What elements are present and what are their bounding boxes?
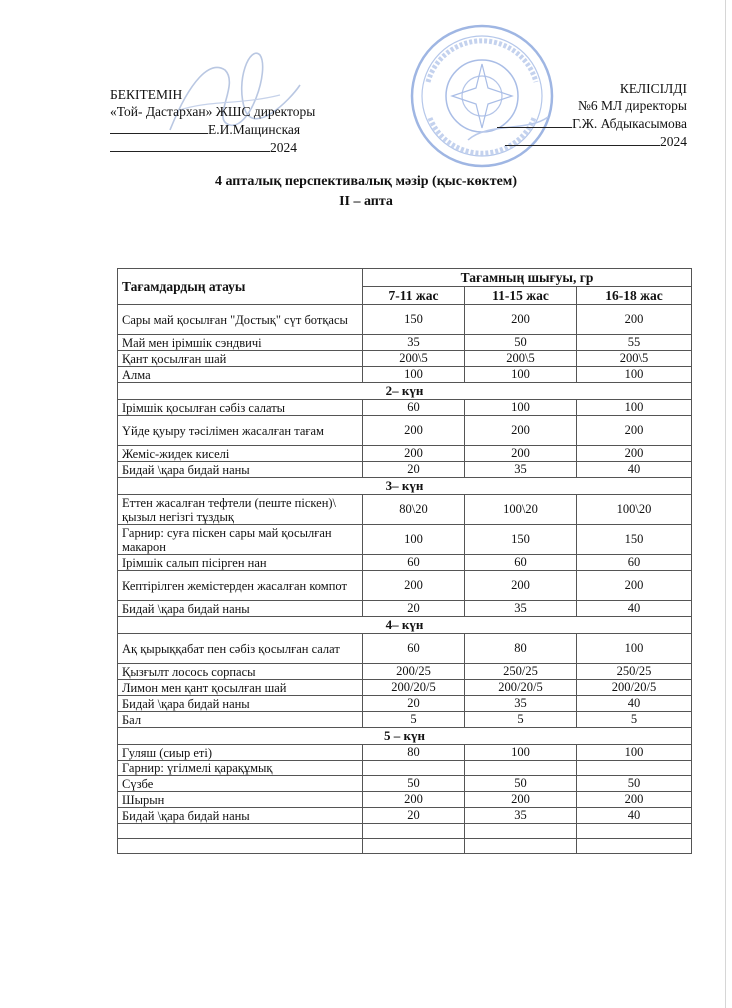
agree-year: 2024: [660, 134, 687, 149]
portion-value: 200: [465, 792, 577, 808]
week-label: II – апта: [339, 194, 393, 209]
dish-name: Гуляш (сиыр еті): [118, 745, 363, 761]
portion-value: 50: [465, 776, 577, 792]
portion-value: 55: [577, 335, 692, 351]
agree-date-line: [497, 132, 687, 150]
table-row: [118, 824, 692, 839]
portion-value: 5: [363, 712, 465, 728]
approve-name: Е.И.Мащинская: [208, 122, 301, 137]
dish-name: Сүзбе: [118, 776, 363, 792]
portion-value: 150: [465, 525, 577, 555]
portion-value: 50: [363, 776, 465, 792]
table-row: [118, 680, 692, 696]
portion-value: 80: [465, 634, 577, 664]
dish-name: Гарнир: үгілмелі қарақұмық: [118, 761, 363, 776]
dish-name: Қызғылт лосось сорпасы: [118, 664, 363, 680]
portion-value: 40: [577, 696, 692, 712]
portion-value: 35: [465, 462, 577, 478]
portion-value: 200: [465, 416, 577, 446]
dish-name: Ақ қырыққабат пен сәбіз қосылған салат: [118, 634, 363, 664]
portion-value: 60: [363, 634, 465, 664]
portion-value: 200\5: [465, 351, 577, 367]
table-row: [118, 745, 692, 761]
table-row: [118, 664, 692, 680]
approve-signature-line: [110, 120, 315, 138]
table-row: [118, 351, 692, 367]
portion-value: 20: [363, 808, 465, 824]
menu-title: 4 апталық перспективалық мәзір (қыс-көктем): [214, 174, 518, 189]
portion-value: 20: [363, 696, 465, 712]
dish-name: Бидай \қара бидай наны: [118, 601, 363, 617]
portion-value: [465, 761, 577, 776]
dish-name: Бал: [118, 712, 363, 728]
portion-value: 80\20: [363, 495, 465, 525]
day-label: 5 – күн: [118, 728, 692, 745]
portion-value: 200: [465, 571, 577, 601]
menu-body: [118, 305, 692, 854]
table-row: [118, 495, 692, 525]
table-row: [118, 462, 692, 478]
portion-value: [363, 761, 465, 776]
portion-value: 100: [363, 525, 465, 555]
table-row: [118, 335, 692, 351]
dish-name: [118, 839, 363, 854]
agree-heading: КЕЛІСІЛДІ: [619, 81, 687, 96]
table-row: [118, 712, 692, 728]
dish-name: Ірімшік салып пісірген нан: [118, 555, 363, 571]
table-row: [118, 634, 692, 664]
portion-value: [363, 824, 465, 839]
portion-value: [465, 824, 577, 839]
portion-value: 40: [577, 601, 692, 617]
dish-name: Ірімшік қосылған сәбіз салаты: [118, 400, 363, 416]
table-row: [118, 808, 692, 824]
agree-signature-line: [497, 114, 687, 132]
page-edge: [725, 0, 726, 1008]
portion-value: 100\20: [465, 495, 577, 525]
table-row: [118, 601, 692, 617]
day-header-row: [118, 728, 692, 745]
dish-name: Бидай \қара бидай наны: [118, 808, 363, 824]
portion-value: [577, 839, 692, 854]
dish-name: Бидай \қара бидай наны: [118, 696, 363, 712]
dish-name: Қант қосылған шай: [118, 351, 363, 367]
portion-value: 35: [465, 601, 577, 617]
dish-name: Жеміс-жидек киселі: [118, 446, 363, 462]
portion-value: 100: [465, 400, 577, 416]
approve-year: 2024: [270, 140, 297, 155]
day-header-row: [118, 478, 692, 495]
portion-value: 100: [363, 367, 465, 383]
agree-name: Г.Ж. Абдыкасымова: [572, 116, 687, 131]
portion-value: 200/20/5: [363, 680, 465, 696]
portion-value: 60: [577, 555, 692, 571]
portion-value: [577, 824, 692, 839]
portion-value: 200/20/5: [577, 680, 692, 696]
portion-value: 100: [577, 745, 692, 761]
menu-table: [117, 268, 692, 854]
dish-name: Кептірілген жемістерден жасалған компот: [118, 571, 363, 601]
portion-value: 35: [363, 335, 465, 351]
table-row: [118, 400, 692, 416]
portion-value: 60: [363, 555, 465, 571]
dish-name: Алма: [118, 367, 363, 383]
portion-value: 35: [465, 696, 577, 712]
portion-value: 200/25: [363, 664, 465, 680]
portion-value: 200\5: [363, 351, 465, 367]
portion-value: 100: [577, 634, 692, 664]
portion-value: [577, 761, 692, 776]
day-label: 4– күн: [118, 617, 692, 634]
portion-value: 35: [465, 808, 577, 824]
portion-value: 200: [577, 446, 692, 462]
header-yield: Тағамның шығуы, гр: [363, 269, 692, 287]
portion-value: 200: [577, 792, 692, 808]
portion-value: 200: [363, 416, 465, 446]
dish-name: Шырын: [118, 792, 363, 808]
portion-value: 200: [577, 305, 692, 335]
dish-name: Лимон мен қант қосылған шай: [118, 680, 363, 696]
dish-name: Бидай \қара бидай наны: [118, 462, 363, 478]
header-dish-name: Тағамдардың атауы: [118, 269, 363, 305]
portion-value: 250/25: [465, 664, 577, 680]
approve-date-line: [110, 138, 315, 156]
table-row: [118, 792, 692, 808]
approval-block: [110, 86, 315, 156]
portion-value: 80: [363, 745, 465, 761]
portion-value: 150: [363, 305, 465, 335]
day-label: 3– күн: [118, 478, 692, 495]
dish-name: Еттен жасалған тефтели (пеште піскен)\ қызыл негізгі тұздық: [118, 495, 363, 525]
portion-value: 100: [577, 400, 692, 416]
dish-name: Гарнир: суға піскен сары май қосылған макарон: [118, 525, 363, 555]
portion-value: 250/25: [577, 664, 692, 680]
portion-value: 150: [577, 525, 692, 555]
portion-value: 200: [577, 416, 692, 446]
dish-name: Үйде қуыру тәсілімен жасалған тағам: [118, 416, 363, 446]
approve-heading: БЕКІТЕМІН: [110, 87, 183, 102]
portion-value: 100: [577, 367, 692, 383]
portion-value: 200\5: [577, 351, 692, 367]
day-header-row: [118, 383, 692, 400]
portion-value: 100: [465, 367, 577, 383]
agreement-block: [497, 80, 687, 150]
portion-value: 40: [577, 808, 692, 824]
portion-value: 200: [363, 446, 465, 462]
portion-value: 200: [465, 305, 577, 335]
table-row: [118, 525, 692, 555]
table-row: [118, 696, 692, 712]
portion-value: 20: [363, 601, 465, 617]
portion-value: 200: [363, 792, 465, 808]
table-row: [118, 571, 692, 601]
portion-value: [363, 839, 465, 854]
portion-value: 100\20: [577, 495, 692, 525]
dish-name: [118, 824, 363, 839]
table-row: [118, 761, 692, 776]
header-age-group: 11-15 жас: [465, 287, 577, 305]
portion-value: 40: [577, 462, 692, 478]
portion-value: [465, 839, 577, 854]
portion-value: 5: [465, 712, 577, 728]
approve-org: «Той- Дастархан» ЖШС директоры: [110, 104, 316, 119]
portion-value: 50: [577, 776, 692, 792]
header-age-group: 7-11 жас: [363, 287, 465, 305]
table-row: [118, 776, 692, 792]
table-row: [118, 367, 692, 383]
portion-value: 200: [363, 571, 465, 601]
dish-name: Сары май қосылған "Достық" сүт ботқасы: [118, 305, 363, 335]
table-row: [118, 416, 692, 446]
portion-value: 200: [465, 446, 577, 462]
table-row: [118, 839, 692, 854]
portion-value: 50: [465, 335, 577, 351]
portion-value: 5: [577, 712, 692, 728]
portion-value: 20: [363, 462, 465, 478]
portion-value: 200: [577, 571, 692, 601]
dish-name: Май мен ірімшік сэндвичі: [118, 335, 363, 351]
day-label: 2– күн: [118, 383, 692, 400]
agree-org: №6 МЛ директоры: [577, 98, 687, 113]
portion-value: 60: [465, 555, 577, 571]
portion-value: 200/20/5: [465, 680, 577, 696]
table-row: [118, 446, 692, 462]
portion-value: 100: [465, 745, 577, 761]
portion-value: 60: [363, 400, 465, 416]
header-age-group: 16-18 жас: [577, 287, 692, 305]
table-row: [118, 305, 692, 335]
day-header-row: [118, 617, 692, 634]
table-row: [118, 555, 692, 571]
